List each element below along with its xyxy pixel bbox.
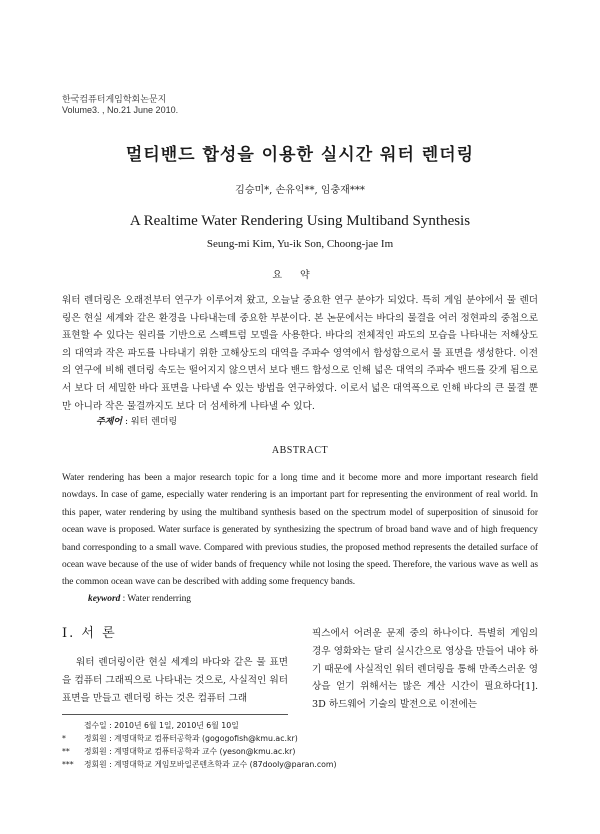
journal-header [62, 94, 178, 116]
footnote-mark: ** [62, 747, 70, 756]
keyword-korean [96, 414, 177, 427]
footnotes [62, 719, 362, 771]
footnote-text: 정회원 : 계명대학교 게임모바일콘텐츠학과 교수 (87dooly@paran.com) [84, 760, 337, 769]
footnote-mark: *** [62, 760, 74, 769]
footnote-text: 접수일 : 2010년 6월 1일, 2010년 6월 10일 [84, 721, 239, 730]
footnote-text: 정회원 : 계명대학교 컴퓨터공학과 교수 (yeson@kmu.ac.kr) [84, 747, 296, 756]
keyword-korean-label: 주제어 [96, 417, 123, 427]
body-column-left: 워터 렌더링이란 현실 세계의 바다와 같은 물 표면을 컴퓨터 그래픽으로 나타내는 것으로, 사실적인 워터 표면을 만들고 렌더링 하는 것은 컴퓨터 그래 [62, 657, 288, 704]
paper-title-korean: 멀티밴드 합성을 이용한 실시간 워터 렌더링 [125, 145, 475, 165]
footnote-author-2 [62, 745, 362, 758]
footnote-author-3 [62, 758, 362, 771]
abstract-heading: ABSTRACT [271, 445, 329, 456]
journal-name: 한국컴퓨터게임학회논문지 [62, 94, 167, 104]
abstract-english: Water rendering has been a major research topic for a long time and it become more and more important research field nowdays. In case of game, especially water rendering is an important part for representing the environment of real world. In this paper, water rendering by using the multiband synthesis based on the spectrum model of superposition of sinusoid for ocean wave is proposed. Water surface is generated by synthesizing the spectrum of broad band wave and of high frequency band corresponding to a small wave. Compared with previous studies, the proposed method represents the detailed surface of ocean wave because of the use of wider bands of frequency while not losing the speed. Therefore, the various wave as well as the common ocean wave can be described with adding some frequency bands. [62, 473, 538, 588]
keyword-english-label: keyword [88, 594, 121, 604]
footnote-divider [62, 714, 288, 715]
footnote-mark [62, 719, 84, 732]
keyword-korean-sep: : [122, 417, 131, 427]
summary-heading: 요약 [272, 270, 328, 281]
section-heading-introduction: Ⅰ. 서 론 [62, 626, 117, 641]
footnote-author-1 [62, 732, 362, 745]
footnote-text: 정회원 : 계명대학교 컴퓨터공학과 (gogogofish@kmu.ac.kr) [84, 734, 298, 743]
keyword-korean-value: 워터 렌더링 [130, 417, 178, 427]
authors-english: Seung-mi Kim, Yu-ik Son, Choong-jae Im [206, 238, 394, 250]
body-column-right: 픽스에서 어려운 문제 중의 하나이다. 특별히 게임의 경우 영화와는 달리 실시간으로 영상을 만들어 내야 하기 때문에 사실적인 워터 렌더링을 통해 만족스러운 영상을 얻기 위해서는 많은 계산 시간이 필요하다[1]. 3D 하드웨어 기술의 발전으로 이전에는 [312, 628, 538, 711]
footnote-mark: * [62, 734, 66, 743]
paper-title-english: A Realtime Water Rendering Using Multiband Synthesis [129, 213, 471, 229]
keyword-english-sep: : [120, 594, 128, 604]
footnote-received [62, 719, 362, 732]
keyword-english [88, 594, 191, 604]
keyword-english-value: Water renderring [127, 594, 191, 604]
abstract-korean: 워터 렌더링은 오래전부터 연구가 이루어져 왔고, 오늘날 중요한 연구 분야가 되었다. 특히 게임 분야에서 물 렌더링은 현실 세계와 같은 환경을 나타내는데 중요한 부분이다. 본 논문에서는 바다의 물결을 여러 정현파의 중첩으로 표현할 수 있다는 원리를 기반으로 스펙트럼 모델을 사용한다. 바다의 전체적인 파도의 모습을 나타내는 저해상도의 대역과 작은 파도를 나타내기 위한 고해상도의 대역을 주파수 영역에서 합성함으로서 물 표면을 생성한다. 이전의 연구에 비해 렌더링 속도는 떨어지지 않으면서 보다 밴드 합성으로 인해 넓은 대역의 주파수 밴드를 갖게 됨으로서 보다 더 세밀한 바다 표면을 나타낼 수 있는 방법을 연구하였다. 이로서 넓은 대역폭으로 인해 바다의 큰 물결 뿐만 아니라 작은 물결까지도 보다 더 섬세하게 나타낼 수 있다. [62, 295, 538, 412]
authors-korean: 김승미*, 손유익**, 임충재*** [235, 185, 365, 196]
journal-volume: Volume3. , No.21 June 2010. [62, 105, 179, 115]
